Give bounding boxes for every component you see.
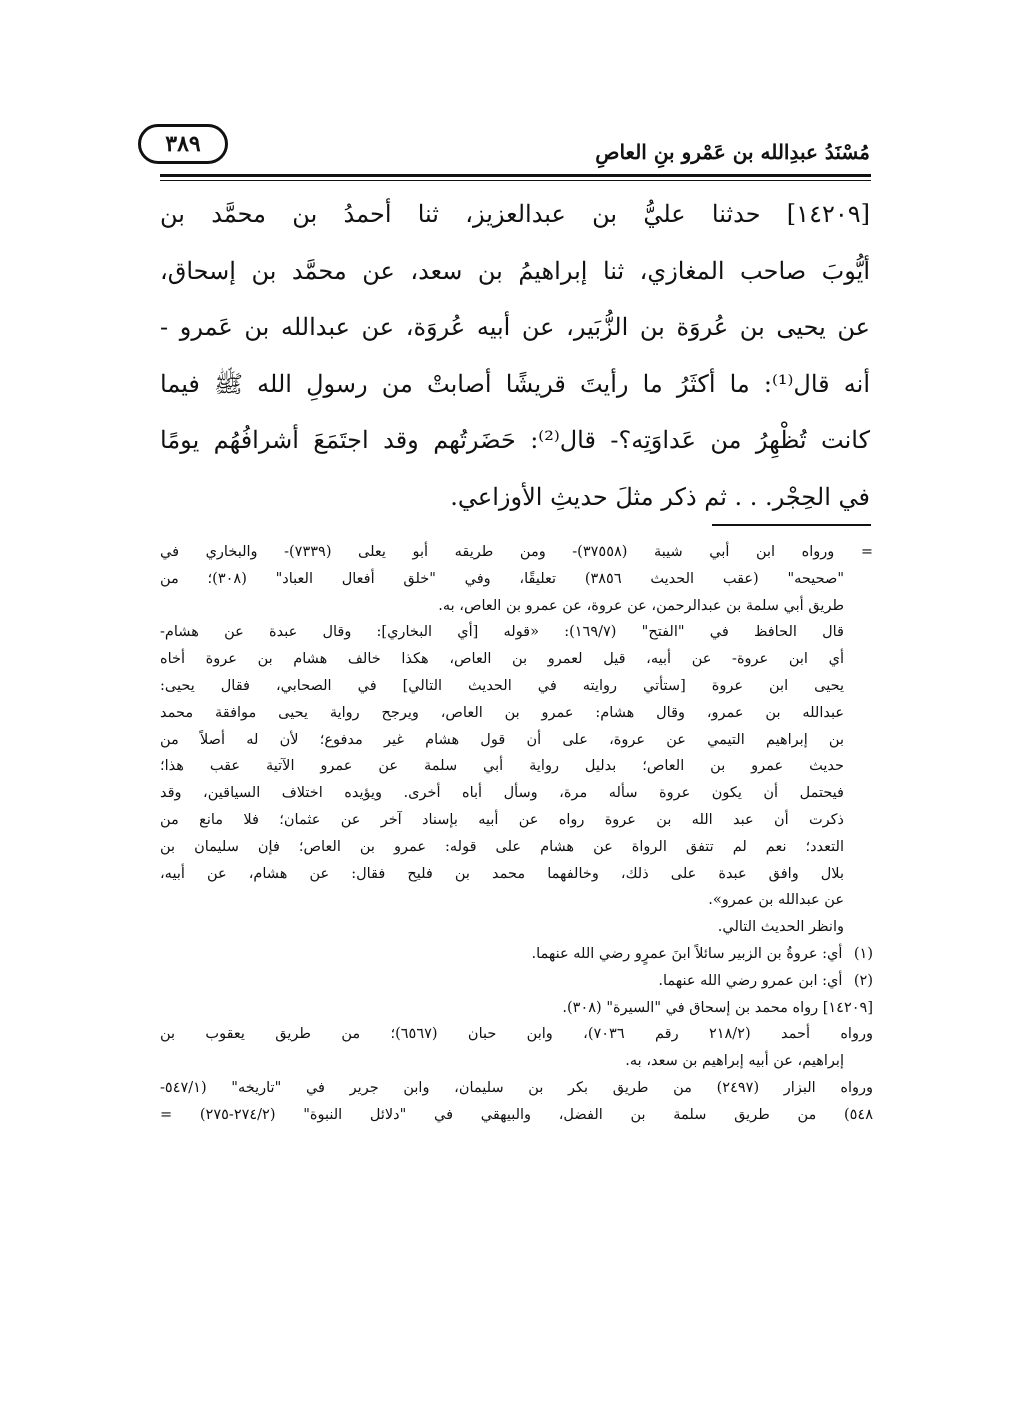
footnote-line: أي ابن عروة- عن أبيه، قيل لعمرو بن العاص، هكذا خالف هشام بن عروة أخاه — [160, 651, 844, 668]
header-rule — [160, 174, 871, 177]
footnote-line: يحيى ابن عروة [ستأتي روايته في الحديث التالي] في الصحابي، فقال يحيى: — [160, 677, 844, 694]
footnote-line: بلال وافق عبدة على ذلك، وخالفهما محمد بن فليح فقال: عن هشام، عن أبيه، — [160, 865, 844, 882]
footnote-1-text: أي: عروةُ بن الزبير سائلاً ابنَ عمرٍو رضي الله عنهما. — [531, 945, 843, 962]
page-number-badge: ٣٨٩ — [138, 124, 228, 164]
footnote-line: قال الحافظ في "الفتح" (١٦٩/٧): «قوله [أي البخاري]: وقال عبدة عن هشام- — [160, 624, 844, 641]
hadith-text — [160, 186, 870, 525]
footnote-1 — [160, 941, 873, 968]
hadith-line: في الحِجْر. . . ثم ذكر مثلَ حديثِ الأوزاعي. — [450, 482, 870, 511]
footnotes — [160, 539, 873, 1129]
footnote-line: = ورواه ابن أبي شيبة (٣٧٥٥٨)- ومن طريقه أبو يعلى (٧٣٣٩)- والبخاري في — [160, 544, 873, 560]
footnote-line: ورواه أحمد (٢١٨/٢ رقم ٧٠٣٦)، وابن حبان (٦٥٦٧)؛ من طريق يعقوب بن — [160, 1026, 873, 1043]
footnote-line: ورواه البزار (٢٤٩٧) من طريق بكر بن سليمان، وابن جرير في "تاريخه" (٥٤٧/١- — [160, 1079, 873, 1096]
footnote-line: فيحتمل أن يكون عروة سأله مرة، وسأل أباه أخرى. ويؤيده اختلاف السياقين، وقد — [160, 785, 844, 802]
footnote-line: التعدد؛ نعم لم تتفق الرواة عن هشام على قوله: عمرو بن العاص؛ فإن سليمان بن — [160, 838, 844, 855]
footnote-line: [١٤٢٠٩] رواه محمد بن إسحاق في "السيرة" (٣٠٨). — [562, 999, 873, 1016]
hadith-line: أنه قال⁽¹⁾: ما أكثَرُ ما رأيتَ قريشًا أصابتْ من رسولِ الله ﷺ فيما — [160, 369, 870, 398]
footnote-line: طريق أبي سلمة بن عبدالرحمن، عن عروة، عن عمرو بن العاص، به. — [438, 597, 844, 614]
footnote-2 — [160, 968, 873, 995]
footnote-line: ذكرت أن عبد الله بن عروة رواه عن أبيه بإسناد آخر عن عثمان؛ فلا مانع من — [160, 811, 844, 828]
hadith-line: عن يحيى بن عُروَة بن الزُّبَير، عن أبيه عُروَة، عن عبدالله بن عَمرو - — [160, 313, 870, 341]
hadith-line: أيُّوبَ صاحب المغازي، ثنا إبراهيمُ بن سعد، عن محمَّد بن إسحاق، — [160, 256, 870, 285]
running-header-title: مُسْنَدُ عبدِالله بن عَمْرو بنِ العاصِ — [595, 140, 870, 164]
footnote-marker: (١) — [853, 945, 873, 962]
footnote-separator — [712, 524, 871, 526]
hadith-line: [١٤٢٠٩] حدثنا عليُّ بن عبدالعزيز، ثنا أحمدُ بن محمَّد بن — [160, 200, 870, 228]
footnote-line: "صحيحه" (عقب الحديث ٣٨٥٦) تعليقًا، وفي "خلق أفعال العباد" (٣٠٨)؛ من — [160, 570, 844, 587]
footnote-marker: (٢) — [853, 972, 873, 989]
footnote-line: عن عبدالله بن عمرو». — [708, 892, 844, 909]
footnote-line: وانظر الحديث التالي. — [717, 919, 844, 936]
footnote-line: حديث عمرو بن العاص؛ بدليل رواية أبي سلمة عن عمرو الآتية عقب هذا؛ — [160, 758, 844, 775]
footnote-2-text: أي: ابن عمرو رضي الله عنهما. — [658, 972, 843, 989]
footnote-line: إبراهيم، عن أبيه إبراهيم بن سعد، به. — [625, 1053, 844, 1070]
hadith-line: كانت تُظْهِرُ من عَداوَتِه؟- قال⁽²⁾: حَضَرتُهم وقد اجتَمَعَ أشرافُهُم يومًا — [160, 426, 870, 454]
footnote-line: بن إبراهيم التيمي عن عروة، على أن قول هشام غير مدفوع؛ لأن له أصلاً من — [160, 731, 844, 748]
footnote-line: ٥٤٨) من طريق سلمة بن الفضل، والبيهقي في "دلائل النبوة" (٢٧٤/٢-٢٧٥) = — [160, 1106, 873, 1123]
footnote-line: عبدالله بن عمرو، وقال هشام: عمرو بن العاص، ويرجح رواية يحيى موافقة محمد — [160, 704, 844, 721]
header-rule-thin — [160, 180, 871, 181]
